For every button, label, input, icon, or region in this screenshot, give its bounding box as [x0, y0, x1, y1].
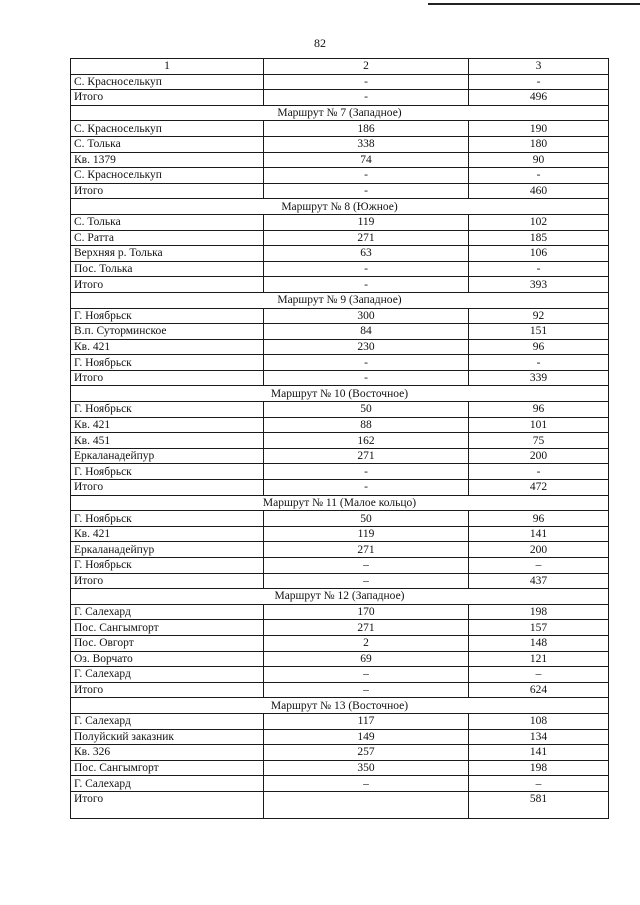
table-row — [71, 214, 609, 230]
point-name-cell: Г. Ноябрьск — [71, 511, 264, 527]
table-row — [71, 168, 609, 184]
point-name-cell: С. Ратта — [71, 230, 264, 246]
header-col-2: 2 — [264, 59, 469, 75]
routes-table — [70, 58, 609, 819]
value-cell: 581 — [469, 791, 609, 818]
distance-cell: 170 — [264, 604, 469, 620]
point-name-cell: С. Толька — [71, 214, 264, 230]
distance-cell: 271 — [264, 542, 469, 558]
distance-cell: 186 — [264, 121, 469, 137]
point-name-cell: Кв. 451 — [71, 433, 264, 449]
table-row — [71, 355, 609, 371]
distance-cell: - — [264, 90, 469, 106]
value-cell: 101 — [469, 417, 609, 433]
distance-cell: - — [264, 480, 469, 496]
distance-cell: – — [264, 573, 469, 589]
table-row — [71, 667, 609, 683]
point-name-cell: Еркаланадейпур — [71, 448, 264, 464]
table-row — [71, 745, 609, 761]
distance-cell: 338 — [264, 136, 469, 152]
distance-cell: 88 — [264, 417, 469, 433]
table-row — [71, 402, 609, 418]
distance-cell: 119 — [264, 214, 469, 230]
value-cell: 200 — [469, 448, 609, 464]
header-row — [71, 59, 609, 75]
table-row — [71, 339, 609, 355]
distance-cell: 350 — [264, 760, 469, 776]
distance-cell: 300 — [264, 308, 469, 324]
value-cell: 496 — [469, 90, 609, 106]
point-name-cell: Г. Ноябрьск — [71, 308, 264, 324]
table-row — [71, 729, 609, 745]
table-row — [71, 90, 609, 106]
value-cell: 190 — [469, 121, 609, 137]
point-name-cell: Итого — [71, 573, 264, 589]
distance-cell: 257 — [264, 745, 469, 761]
point-name-cell: Итого — [71, 370, 264, 386]
value-cell: 96 — [469, 402, 609, 418]
distance-cell: - — [264, 168, 469, 184]
value-cell: 472 — [469, 480, 609, 496]
value-cell: - — [469, 261, 609, 277]
distance-cell: - — [264, 261, 469, 277]
point-name-cell: Г. Салехард — [71, 713, 264, 729]
page-number: 82 — [314, 36, 326, 50]
table-row — [71, 308, 609, 324]
distance-cell: 2 — [264, 635, 469, 651]
point-name-cell: Пос. Овгорт — [71, 635, 264, 651]
distance-cell: 271 — [264, 230, 469, 246]
table-row — [71, 573, 609, 589]
table-row — [71, 121, 609, 137]
distance-cell: 50 — [264, 402, 469, 418]
value-cell: - — [469, 355, 609, 371]
value-cell: 198 — [469, 760, 609, 776]
distance-cell: 162 — [264, 433, 469, 449]
value-cell: 121 — [469, 651, 609, 667]
distance-cell: - — [264, 370, 469, 386]
route-title-row — [71, 199, 609, 215]
table-row — [71, 776, 609, 792]
point-name-cell: Итого — [71, 791, 264, 818]
table-row — [71, 261, 609, 277]
distance-cell: – — [264, 776, 469, 792]
point-name-cell: Итого — [71, 183, 264, 199]
point-name-cell: Оз. Ворчато — [71, 651, 264, 667]
table-row — [71, 635, 609, 651]
point-name-cell: Еркаланадейпур — [71, 542, 264, 558]
point-name-cell: Полуйский заказник — [71, 729, 264, 745]
table-row — [71, 183, 609, 199]
point-name-cell: Кв. 421 — [71, 417, 264, 433]
table-row — [71, 542, 609, 558]
route-title: Маршрут № 9 (Западное) — [71, 292, 609, 308]
value-cell: 96 — [469, 511, 609, 527]
value-cell: 96 — [469, 339, 609, 355]
distance-cell: - — [264, 74, 469, 90]
distance-cell: 271 — [264, 448, 469, 464]
table-row — [71, 433, 609, 449]
route-title-row — [71, 292, 609, 308]
route-title: Маршрут № 7 (Западное) — [71, 105, 609, 121]
point-name-cell: Г. Ноябрьск — [71, 402, 264, 418]
distance-cell: 117 — [264, 713, 469, 729]
value-cell: 148 — [469, 635, 609, 651]
point-name-cell: Г. Ноябрьск — [71, 558, 264, 574]
value-cell: 339 — [469, 370, 609, 386]
distance-cell: 149 — [264, 729, 469, 745]
distance-cell: – — [264, 682, 469, 698]
point-name-cell: Г. Салехард — [71, 776, 264, 792]
table-row — [71, 74, 609, 90]
value-cell: – — [469, 667, 609, 683]
value-cell: 75 — [469, 433, 609, 449]
value-cell: 185 — [469, 230, 609, 246]
point-name-cell: Г. Салехард — [71, 604, 264, 620]
value-cell: 102 — [469, 214, 609, 230]
table-row — [71, 370, 609, 386]
point-name-cell: Г. Салехард — [71, 667, 264, 683]
point-name-cell: Итого — [71, 682, 264, 698]
table-row — [71, 417, 609, 433]
distance-cell: 271 — [264, 620, 469, 636]
distance-cell: – — [264, 667, 469, 683]
table-row — [71, 682, 609, 698]
table-row — [71, 760, 609, 776]
distance-cell: 74 — [264, 152, 469, 168]
point-name-cell: Кв. 421 — [71, 339, 264, 355]
value-cell: 90 — [469, 152, 609, 168]
distance-cell: - — [264, 355, 469, 371]
table-row — [71, 791, 609, 818]
route-title: Маршрут № 12 (Западное) — [71, 589, 609, 605]
distance-cell: 230 — [264, 339, 469, 355]
value-cell: 92 — [469, 308, 609, 324]
table-row — [71, 480, 609, 496]
distance-cell: - — [264, 464, 469, 480]
point-name-cell: В.п. Суторминское — [71, 324, 264, 340]
value-cell: 134 — [469, 729, 609, 745]
point-name-cell: Кв. 1379 — [71, 152, 264, 168]
distance-cell: 119 — [264, 526, 469, 542]
table-row — [71, 246, 609, 262]
header-col-1: 1 — [71, 59, 264, 75]
route-title: Маршрут № 11 (Малое кольцо) — [71, 495, 609, 511]
table-row — [71, 136, 609, 152]
value-cell: 624 — [469, 682, 609, 698]
point-name-cell: Г. Ноябрьск — [71, 355, 264, 371]
value-cell: 141 — [469, 745, 609, 761]
route-title: Маршрут № 13 (Восточное) — [71, 698, 609, 714]
value-cell: - — [469, 74, 609, 90]
point-name-cell: Итого — [71, 480, 264, 496]
route-title-row — [71, 698, 609, 714]
value-cell: 437 — [469, 573, 609, 589]
distance-cell — [264, 791, 469, 818]
distance-cell: - — [264, 277, 469, 293]
route-title-row — [71, 105, 609, 121]
point-name-cell: С. Красноселькуп — [71, 121, 264, 137]
value-cell: - — [469, 464, 609, 480]
point-name-cell: Итого — [71, 90, 264, 106]
table-row — [71, 324, 609, 340]
table-row — [71, 558, 609, 574]
table-row — [71, 604, 609, 620]
table-row — [71, 511, 609, 527]
value-cell: - — [469, 168, 609, 184]
route-title: Маршрут № 8 (Южное) — [71, 199, 609, 215]
point-name-cell: Верхняя р. Толька — [71, 246, 264, 262]
value-cell: – — [469, 776, 609, 792]
point-name-cell: С. Красноселькуп — [71, 168, 264, 184]
point-name-cell: Кв. 326 — [71, 745, 264, 761]
table-row — [71, 713, 609, 729]
distance-cell: - — [264, 183, 469, 199]
route-title-row — [71, 495, 609, 511]
distance-cell: 63 — [264, 246, 469, 262]
distance-cell: 50 — [264, 511, 469, 527]
table-row — [71, 526, 609, 542]
routes-table-body — [71, 59, 609, 819]
point-name-cell: Пос. Сангымгорт — [71, 760, 264, 776]
route-title-row — [71, 589, 609, 605]
route-title: Маршрут № 10 (Восточное) — [71, 386, 609, 402]
point-name-cell: Кв. 421 — [71, 526, 264, 542]
table-row — [71, 464, 609, 480]
value-cell: 151 — [469, 324, 609, 340]
table-row — [71, 277, 609, 293]
value-cell: 157 — [469, 620, 609, 636]
distance-cell: 84 — [264, 324, 469, 340]
table-row — [71, 651, 609, 667]
value-cell: 200 — [469, 542, 609, 558]
route-title-row — [71, 386, 609, 402]
table-row — [71, 230, 609, 246]
point-name-cell: Пос. Сангымгорт — [71, 620, 264, 636]
point-name-cell: Итого — [71, 277, 264, 293]
table-row — [71, 620, 609, 636]
value-cell: 106 — [469, 246, 609, 262]
distance-cell: – — [264, 558, 469, 574]
value-cell: 460 — [469, 183, 609, 199]
point-name-cell: Г. Ноябрьск — [71, 464, 264, 480]
distance-cell: 69 — [264, 651, 469, 667]
scan-artifact-line — [428, 3, 640, 5]
point-name-cell: С. Красноселькуп — [71, 74, 264, 90]
value-cell: – — [469, 558, 609, 574]
header-col-3: 3 — [469, 59, 609, 75]
table-row — [71, 152, 609, 168]
value-cell: 180 — [469, 136, 609, 152]
table-row — [71, 448, 609, 464]
point-name-cell: С. Толька — [71, 136, 264, 152]
value-cell: 108 — [469, 713, 609, 729]
point-name-cell: Пос. Толька — [71, 261, 264, 277]
value-cell: 198 — [469, 604, 609, 620]
value-cell: 141 — [469, 526, 609, 542]
value-cell: 393 — [469, 277, 609, 293]
